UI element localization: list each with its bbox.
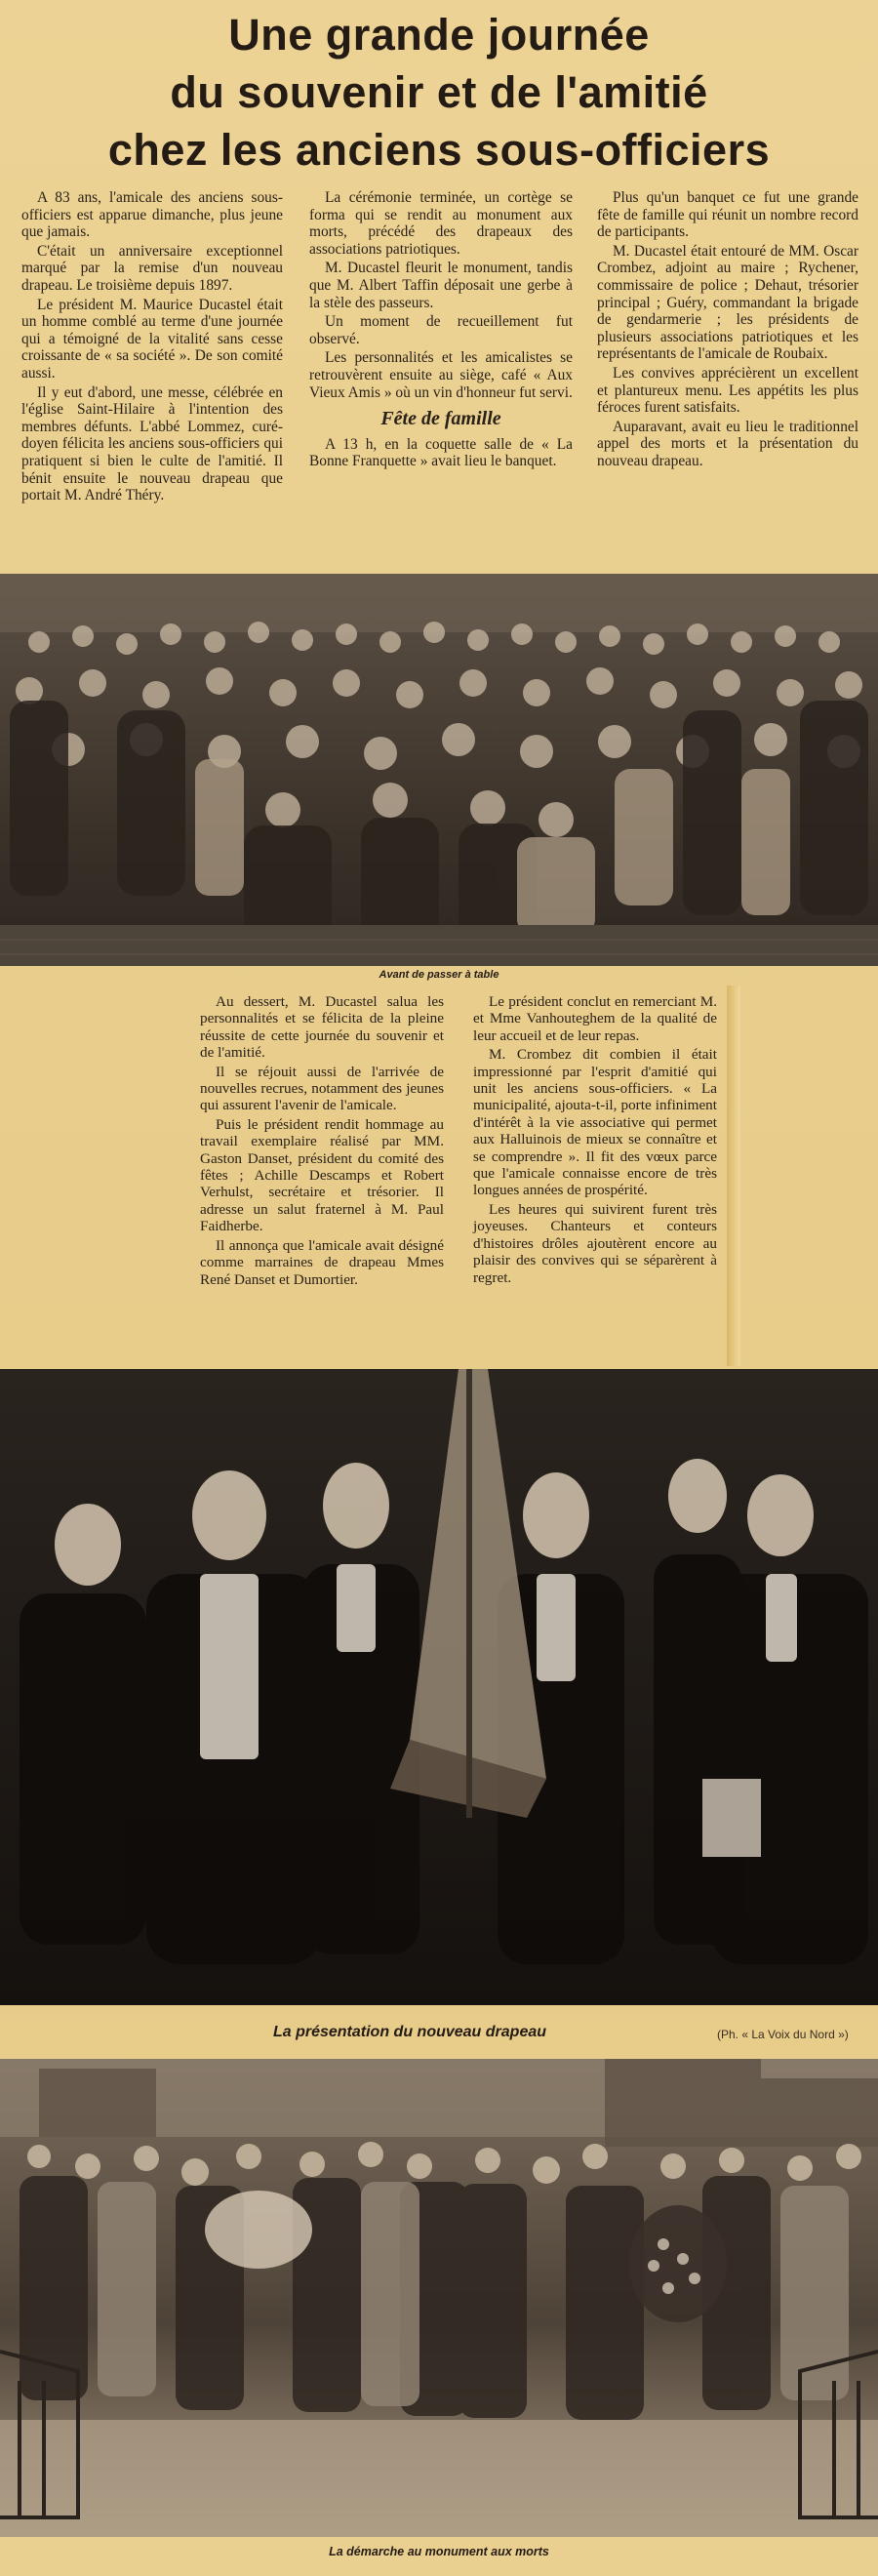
paragraph: C'était un anniversaire exceptionnel marqué par la remise d'un nouveau drapeau. Le troisième depuis 1897. (21, 242, 283, 294)
photo-flag-caption: La présentation du nouveau drapeau (272, 2024, 547, 2040)
paper-fold (727, 986, 740, 1366)
article-bottom-column-1 (200, 993, 444, 1290)
article-top (21, 189, 860, 565)
paragraph: M. Ducastel fleurit le monument, tandis que M. Albert Taffin déposait une gerbe à la stèle des passeurs. (309, 260, 573, 311)
headline-line-2: du souvenir et de l'amitié (170, 67, 708, 117)
paragraph: Un moment de recueillement fut observé. (309, 313, 573, 347)
paragraph: Auparavant, avait eu lieu le traditionnel appel des morts et la présentation du nouveau drapeau. (597, 418, 858, 469)
photo-banquet-caption: Avant de passer à table (379, 969, 499, 981)
paragraph: Plus qu'un banquet ce fut une grande fête de famille qui réunit un nombre record de participants. (597, 189, 858, 241)
photo-monument-procession-image (0, 2059, 878, 2537)
paragraph: Le président M. Maurice Ducastel était un homme comblé au terme d'une journée qui a témoigné de la vitalité sans cesse croissante de « sa société ». De son comité aussi. (21, 296, 283, 382)
photo-banquet-crowd (0, 574, 878, 966)
article-bottom (200, 993, 727, 1364)
subheading: Fête de famille (380, 408, 501, 430)
paragraph: Les heures qui suivirent furent très joyeuses. Chanteurs et conteurs d'histoires drôles ajoutèrent encore au plaisir des convives qui se séparèrent à regret. (473, 1200, 717, 1286)
headline-line-3: chez les anciens sous-officiers (107, 125, 771, 175)
article-column-3 (597, 189, 858, 472)
headline-line-1: Une grande journée (228, 10, 650, 60)
paragraph: A 83 ans, l'amicale des anciens sous-officiers est apparue dimanche, plus jeune que jamais. (21, 189, 283, 241)
photo-banquet-crowd-image (0, 574, 878, 966)
article-column-2 (309, 189, 573, 472)
paragraph: A 13 h, en la coquette salle de « La Bonne Franquette » avait lieu le banquet. (309, 435, 573, 470)
paragraph: Il y eut d'abord, une messe, célébrée en l'église Saint-Hilaire à l'intention des membres défunts. L'abbé Lommez, curé-doyen félicita les anciens sous-officiers qui pratiquent si bien le culte de l'amitié. Il bénit ensuite le nouveau drapeau que portait M. André Théry. (21, 383, 283, 504)
paragraph: M. Ducastel était entouré de MM. Oscar Crombez, adjoint au maire ; Rychener, commissaire de police ; Dehaut, trésorier principal ; Guéry, commandant la brigade de gendarmerie ; les présidents de plusieurs associations patriotiques et les représentants de l'amicale de Roubaix. (597, 242, 858, 363)
photo-monument-procession (0, 2059, 878, 2537)
paragraph: Les convives apprécièrent un excellent et plantureux menu. Les appétits les plus féroces furent satisfaits. (597, 364, 858, 417)
photo-monument-caption: La démarche au monument aux morts (329, 2545, 549, 2558)
article-column-1 (21, 189, 283, 506)
article-bottom-column-2 (473, 993, 717, 1288)
paragraph: Il se réjouit aussi de l'arrivée de nouvelles recrues, notamment des jeunes qui assurent l'avenir de l'amicale. (200, 1063, 444, 1114)
paragraph: Les personnalités et les amicalistes se retrouvèrent ensuite au siège, café « Aux Vieux Amis » où un vin d'honneur fut servi. (309, 349, 573, 401)
paragraph: Le président conclut en remerciant M. et Mme Vanhouteghem de la qualité de leur accueil et de leur repas. (473, 993, 717, 1044)
paragraph: M. Crombez dit combien il était impressionné par l'esprit d'amitié qui unit les anciens sous-officiers. « La municipalité, ajouta-t-il, porte infiniment d'intérêt à la vie associative qui permet aux Halluinois de mieux se connaître et se comprendre ». Il fit des vœux parce que l'amicale connaisse encore de très longues années de prospérité. (473, 1046, 717, 1199)
paragraph: Puis le président rendit hommage au travail exemplaire réalisé par MM. Gaston Danset, président du comité des fêtes ; Achille Descamps et Robert Verhulst, secrétaire et trésorier. Il adresse un salut fraternel à M. Paul Faidherbe. (200, 1115, 444, 1235)
photo-flag-presentation (0, 1369, 878, 2005)
headline (0, 6, 878, 179)
photo-credit: (Ph. « La Voix du Nord ») (717, 2028, 849, 2041)
photo-flag-presentation-image (0, 1369, 878, 2005)
paragraph: Au dessert, M. Ducastel salua les personnalités et se félicita de la pleine réussite de cette journée du souvenir et de l'amitié. (200, 993, 444, 1062)
paragraph: Il annonça que l'amicale avait désigné comme marraines de drapeau Mmes René Danset et Dumortier. (200, 1236, 444, 1288)
paragraph: La cérémonie terminée, un cortège se forma qui se rendit au monument aux morts, précédé des drapeaux des associations patriotiques. (309, 189, 573, 258)
